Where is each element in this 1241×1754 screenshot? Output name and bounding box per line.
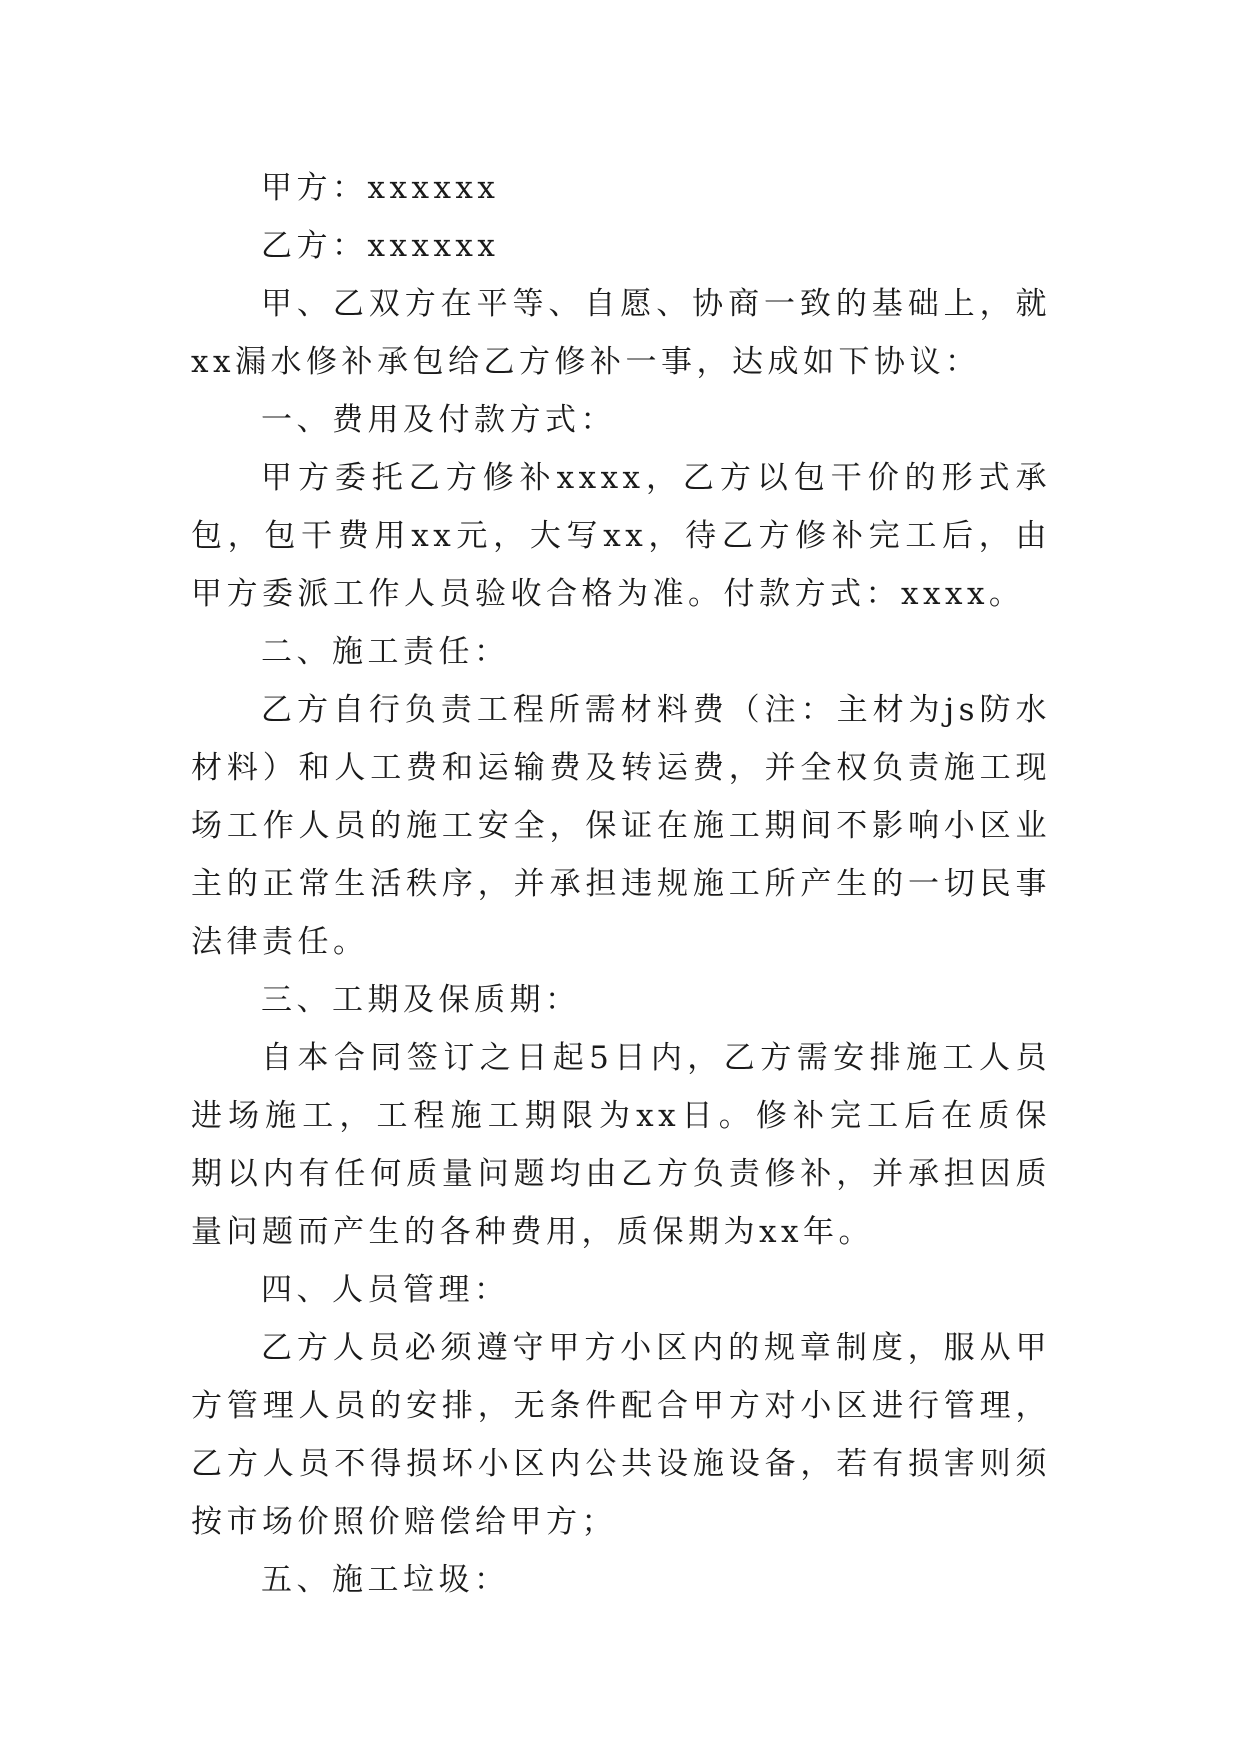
section-heading-schedule: 三、工期及保质期：: [261, 982, 581, 1018]
section-heading-responsibility: 二、施工责任：: [261, 634, 510, 670]
agreement-body: [191, 159, 1051, 1609]
fees-paragraph: 甲方委托乙方修补xxxx，乙方以包干价的形式承包，包干费用xx元，大写xx，待乙方修补完工后，由甲方委派工作人员验收合格为准。付款方式：xxxx。: [191, 460, 1051, 612]
section-heading-fees: 一、费用及付款方式：: [261, 402, 616, 438]
party-a-line: 甲方：xxxxxx: [261, 170, 500, 206]
party-b-line: 乙方：xxxxxx: [261, 228, 500, 264]
section-heading-personnel: 四、人员管理：: [261, 1272, 510, 1308]
personnel-paragraph: 乙方人员必须遵守甲方小区内的规章制度，服从甲方管理人员的安排，无条件配合甲方对小区进行管理，乙方人员不得损坏小区内公共设施设备，若有损害则须按市场价照价赔偿给甲方；: [191, 1330, 1051, 1540]
section-heading-waste: 五、施工垃圾：: [261, 1562, 510, 1598]
preamble-paragraph: 甲、乙双方在平等、自愿、协商一致的基础上，就xx漏水修补承包给乙方修补一事，达成如下协议：: [191, 286, 1051, 380]
responsibility-paragraph: 乙方自行负责工程所需材料费（注：主材为js防水材料）和人工费和运输费及转运费，并全权负责施工现场工作人员的施工安全，保证在施工期间不影响小区业主的正常生活秩序，并承担违规施工所产生的一切民事法律责任。: [191, 692, 1051, 960]
schedule-paragraph: 自本合同签订之日起5日内，乙方需安排施工人员进场施工，工程施工期限为xx日。修补完工后在质保期以内有任何质量问题均由乙方负责修补，并承担因质量问题而产生的各种费用，质保期为xx年。: [191, 1040, 1051, 1250]
